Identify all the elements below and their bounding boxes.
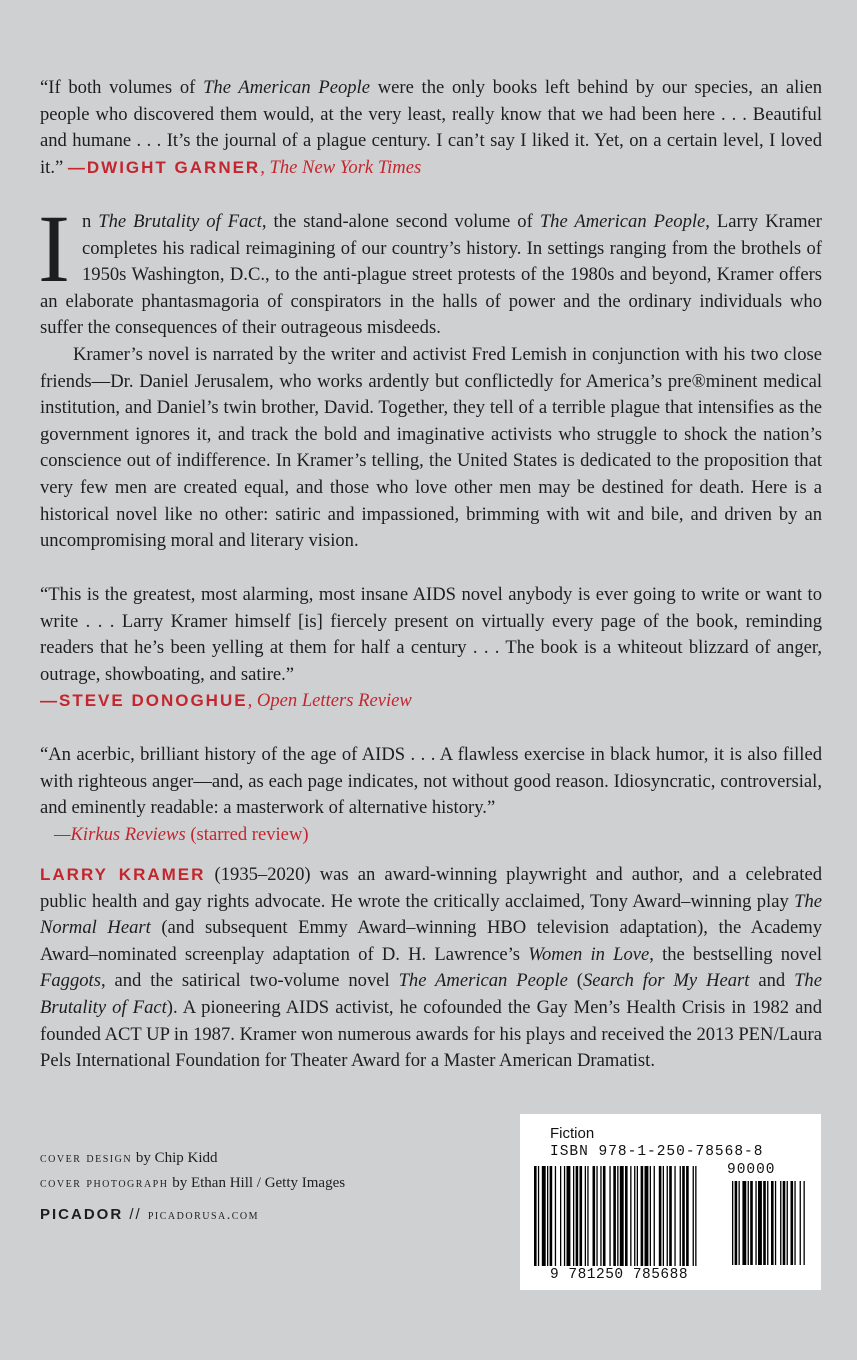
quote-attribution: —Kirkus Reviews (starred review) (54, 823, 309, 845)
barcode-bar (634, 1166, 635, 1266)
barcode-bar (680, 1166, 681, 1266)
author-name: LARRY KRAMER (40, 865, 206, 884)
barcode-bar (650, 1166, 651, 1266)
barcode-price-code: 90000 (727, 1162, 776, 1178)
quote-dwight-garner: “If both volumes of The American People were the only books left behind by our species, an alien people who discovered them would, at the very least, really know that we had been here . . . Beautiful and humane . . . It’s the journal of a plague century. I can’t say I liked it. Yet, on a certain level, I loved it.” —DWIGHT GARNER, The New York Times (40, 77, 822, 178)
barcode-bar (573, 1166, 574, 1266)
barcode-addon-bar (775, 1181, 776, 1265)
publisher-url: picadorusa.com (147, 1208, 260, 1223)
barcode-bar (637, 1166, 638, 1266)
barcode-bar (538, 1166, 539, 1266)
barcode-bar (550, 1166, 553, 1266)
quote-source: , The New York Times (260, 156, 422, 178)
barcode-bar (567, 1166, 571, 1266)
barcode-bar (617, 1166, 618, 1266)
quote-author: DWIGHT GARNER (86, 157, 261, 177)
barcode-bar (596, 1166, 597, 1266)
barcode-addon-bar (763, 1181, 766, 1265)
barcode-bar (580, 1166, 583, 1266)
barcode-bar (593, 1166, 596, 1266)
barcode-bar (682, 1166, 685, 1266)
barcode-bar (560, 1166, 561, 1266)
barcode-bar (667, 1166, 668, 1266)
barcode-addon-bar (750, 1181, 753, 1265)
description-paragraph-2: Kramer’s novel is narrated by the writer and activist Fred Lemish in conjunction with his two close friends—Dr. Daniel Jerusalem, who works ardently but conflictedly for America’s pre®minent medical institution, and Daniel’s twin brother, David. Together, they tell of a terrible plague that intensifies as the government ignores it, and track the bold and imaginative activists who struggle to shock the nation’s conscience out of indifference. In Kramer’s telling, the United States is dedicated to the proposition that very few men are created equal, and those who love other men may be destined for death. Here is a historical novel like no other: satiric and impassioned, brimming with wit and bile, and driven by an uncompromising moral and literary vision. (40, 343, 822, 552)
barcode-bar (609, 1166, 610, 1266)
isbn-barcode (520, 1114, 821, 1290)
barcode-bar (576, 1166, 579, 1266)
barcode-bar (587, 1166, 588, 1266)
barcode-bar (600, 1166, 601, 1266)
barcode-addon-bar (771, 1181, 774, 1265)
barcode-addon-bar (742, 1181, 746, 1265)
barcode-addon-bar (787, 1181, 788, 1265)
quote-source: , Open Letters Review (247, 690, 412, 712)
barcode-addon-bar (748, 1181, 749, 1265)
barcode-bar (620, 1166, 624, 1266)
barcode-addon-bar (794, 1181, 795, 1265)
barcode-bar (659, 1166, 662, 1266)
barcode-addon-bar (800, 1181, 801, 1265)
barcode-bar (534, 1166, 537, 1266)
book-description (38, 195, 823, 555)
quote-kirkus: “An acerbic, brilliant history of the age of AIDS . . . A flawless exercise in black humor, it is also filled with righteous anger—and, as each page indicates, not without good reason. Idiosyncratic, controversial, and eminently readable: a masterwork of alternative history.” —Kirkus Reviews (starred review) (40, 742, 822, 848)
description-paragraph-1: In The Brutality of Fact, the stand-alone second volume of The American People, Larry Kramer completes his radical reimagining of our country’s history. In settings ranging from the brothels of 1950s Washington, D.C., to the anti-plague street protests of the 1980s and beyond, Kramer offers an elaborate phantasmagoria of conspirators in the halls of power and the ordinary individuals who suffer the consequences of their outrageous misdeeds. (38, 195, 823, 339)
barcode-addon-bar (732, 1181, 733, 1265)
publisher-logo: PICADOR // picadorusa.com (40, 1206, 260, 1223)
barcode-addon-bar (739, 1181, 740, 1265)
barcode-addon-bar (735, 1181, 738, 1265)
barcode-bar (564, 1166, 565, 1266)
barcode-bar (686, 1166, 689, 1266)
barcode-addon-bar (804, 1181, 805, 1265)
barcode-bar (542, 1166, 546, 1266)
barcode-bar (669, 1166, 672, 1266)
barcode-bar (695, 1166, 696, 1266)
cover-photo-credit: cover photograph by Ethan Hill / Getty Images (40, 1175, 346, 1191)
author-bio: LARRY KRAMER (1935–2020) was an award-winning playwright and author, and a celebrated public health and gay rights advocate. He wrote the critically acclaimed, Tony Award–winning play The Normal Heart (and subsequent Emmy Award–winning HBO television adaptation), the Academy Award–nominated screenplay adaptation of D. H. Lawrence’s Women in Love, the bestselling novel Faggots, and the satirical two-volume novel The American People (Search for My Heart and The Brutality of Fact). A pioneering AIDS activist, he cofounded the Gay Men’s Health Crisis in 1982 and founded ACT UP in 1987. Kramer won numerous awards for his plays and received the 2013 PEN/Laura Pels International Foundation for Theater Award for a Master American Dramatist. (40, 864, 822, 1072)
barcode-bar (555, 1166, 556, 1266)
cover-design-credit: cover design by Chip Kidd (40, 1150, 218, 1166)
barcode-isbn: ISBN 978-1-250-78568-8 (550, 1144, 764, 1160)
barcode-addon-bar (767, 1181, 768, 1265)
barcode-addon-bar (791, 1181, 794, 1265)
barcode-bar (693, 1166, 694, 1266)
barcode-bar (630, 1166, 631, 1266)
drop-cap: I (38, 195, 70, 302)
barcode-digits: 9 781250 785688 (550, 1267, 689, 1283)
barcode-bar (613, 1166, 616, 1266)
quote-steve-donoghue: “This is the greatest, most alarming, most insane AIDS novel anybody is ever going to write or want to write . . . Larry Kramer himself [is] fiercely present on virtually every page of the book, reminding readers that he’s been yelling at them for half a century . . . The book is a whiteout blizzard of anger, outrage, showboating, and satire.” —STEVE DONOGHUE, Open Letters Review (40, 582, 822, 715)
barcode-addon-bar (755, 1181, 756, 1265)
barcode-bar (654, 1166, 655, 1266)
barcode-bar (645, 1166, 649, 1266)
quote-author: STEVE DONOGHUE (59, 691, 248, 711)
quote-attribution: —STEVE DONOGHUE, Open Letters Review (40, 690, 412, 712)
barcode-addon-bar (780, 1181, 781, 1265)
barcode-addon-bar (783, 1181, 786, 1265)
barcode-bar (674, 1166, 675, 1266)
cover-credits (40, 1146, 345, 1196)
barcode-bar (603, 1166, 606, 1266)
barcode-addon-bar (758, 1181, 762, 1265)
barcode-bar (585, 1166, 586, 1266)
barcode-bar (663, 1166, 664, 1266)
barcode-bar (641, 1166, 644, 1266)
barcode-category: Fiction (550, 1125, 595, 1142)
barcode-bar (547, 1166, 548, 1266)
barcode-bar (625, 1166, 628, 1266)
quote-source: —Kirkus Reviews (54, 823, 186, 845)
